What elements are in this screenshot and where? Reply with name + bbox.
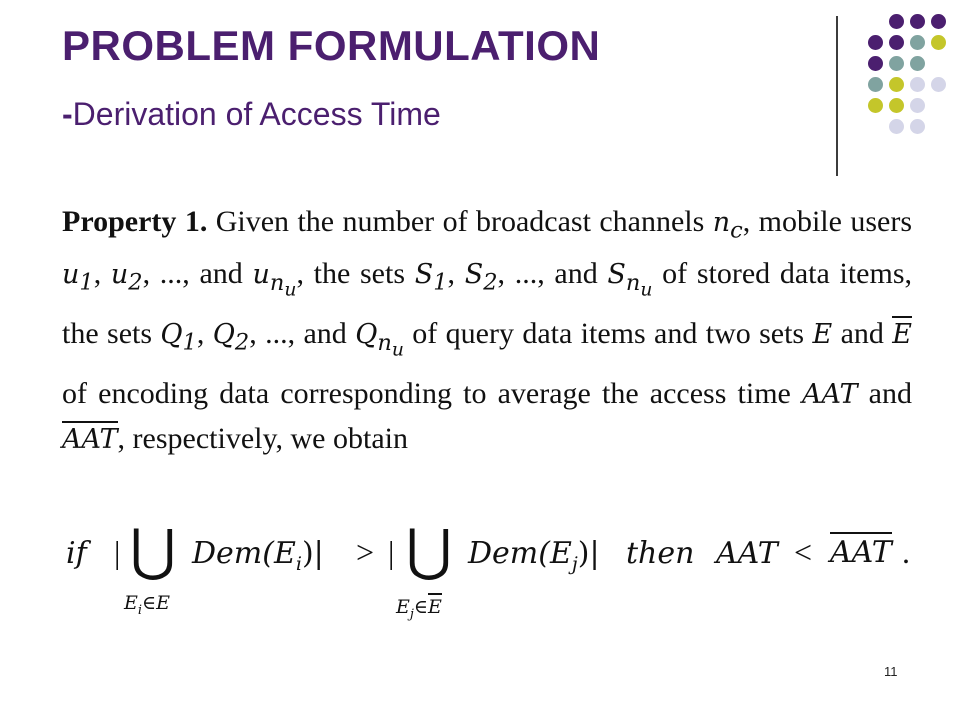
slide-subtitle: [62, 96, 441, 133]
decorative-dot: [931, 77, 946, 92]
formula-dem-ej: $Dem(E_j)|$: [468, 536, 600, 575]
decorative-dot: [889, 35, 904, 50]
decorative-dot: [868, 98, 883, 113]
formula-aat: AAT: [716, 536, 778, 571]
formula-greater-than: >: [356, 534, 375, 570]
formula-then: then: [626, 536, 695, 571]
decorative-dot: [868, 77, 883, 92]
union-subscript-1: $E_i\in E$: [124, 592, 170, 618]
formula-bar-2: |: [388, 534, 395, 570]
decorative-dot: [889, 119, 904, 134]
formula-bar-1: |: [114, 534, 121, 570]
formula-if: if: [66, 536, 87, 571]
union-subscript-2: $E_j\in E$: [396, 596, 442, 622]
vertical-divider: [836, 16, 838, 176]
decorative-dot: [889, 77, 904, 92]
decorative-dot: [910, 119, 925, 134]
slide-title: PROBLEM FORMULATION: [62, 22, 601, 69]
property-paragraph: Property 1. Given the number of broadcast channels $n_c$, mobile users $u_1$, $u_2$, ..., and $u_{n_u}$, the sets $S_1$, $S_2$, ..., and $S_{n_u}$ of stored data items, the sets $Q_1$, $Q_2$, ..., and $Q_{n_u}$ of query data items and two sets E and E of encoding data corresponding to average the access time AAT and AAT, respectively, we obtain: [62, 205, 913, 456]
access-time-formula: [66, 518, 926, 628]
page-number: 11: [884, 664, 898, 679]
decorative-dot: [910, 77, 925, 92]
formula-aat-bar: AAT: [830, 532, 892, 570]
decorative-dot: [931, 35, 946, 50]
subtitle-dash: -: [62, 96, 73, 132]
decorative-dot: [889, 14, 904, 29]
decorative-dot: [931, 14, 946, 29]
property-label: Property 1.: [62, 205, 208, 238]
union-symbol-2: ⋃: [406, 518, 452, 583]
decorative-dot: [910, 14, 925, 29]
decorative-dot: [889, 56, 904, 71]
decorative-dot: [910, 35, 925, 50]
decorative-dot: [868, 56, 883, 71]
formula-dem-ei: $Dem(E_i)|$: [192, 536, 324, 575]
formula-period: .: [902, 534, 910, 570]
decorative-dot: [910, 98, 925, 113]
decorative-dot: [910, 56, 925, 71]
formula-less-than: <: [794, 534, 813, 570]
decorative-dot-grid: [868, 14, 952, 154]
decorative-dot: [868, 35, 883, 50]
subtitle-text: Derivation of Access Time: [72, 96, 441, 132]
union-symbol-1: ⋃: [130, 518, 176, 583]
decorative-dot: [889, 98, 904, 113]
